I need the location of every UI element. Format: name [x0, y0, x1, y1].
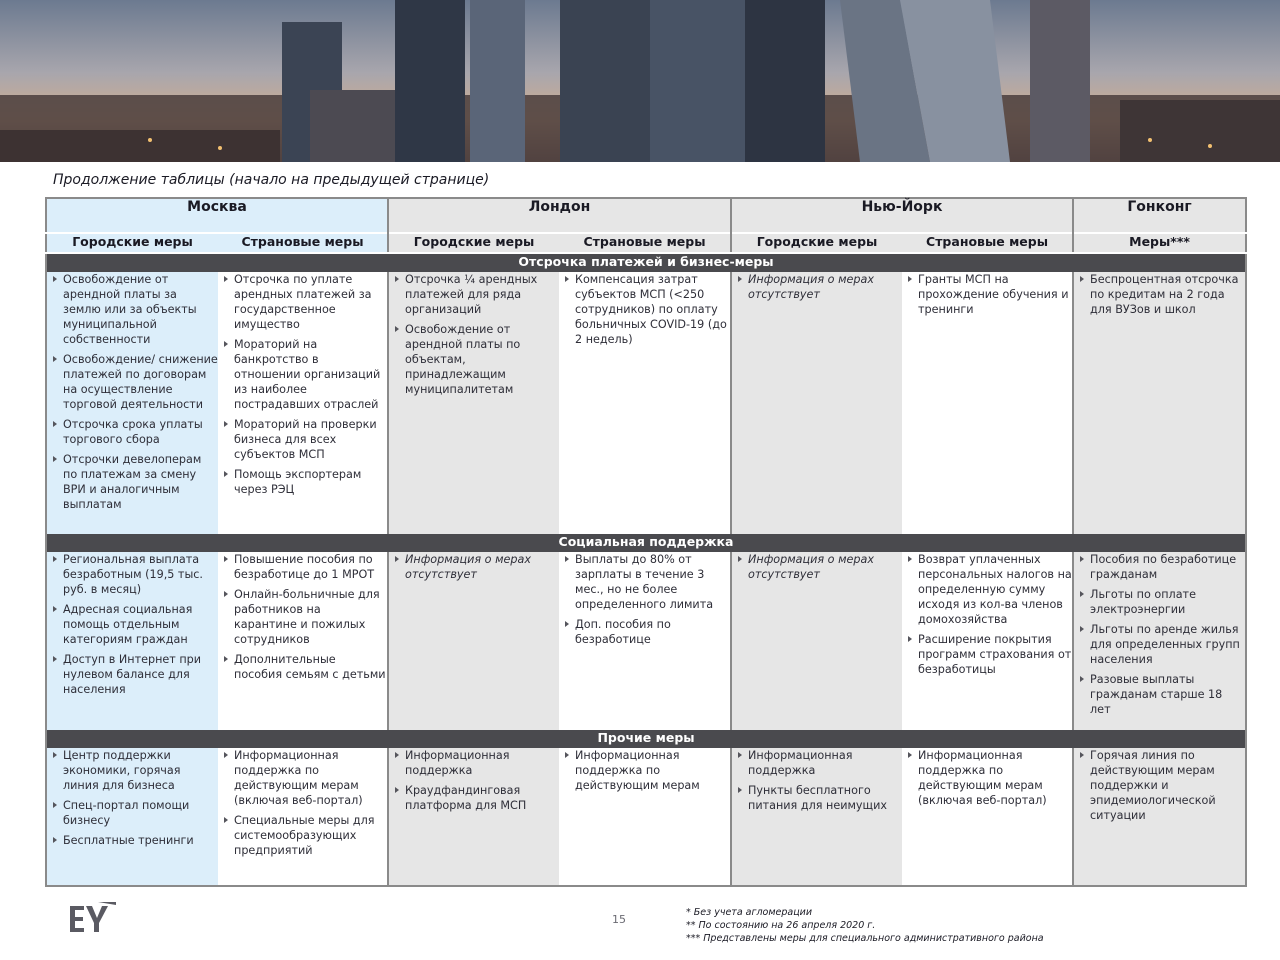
- measure-list: [389, 748, 559, 813]
- cell-london-city: [388, 748, 559, 886]
- cell-ny-city: [731, 272, 902, 534]
- measure-list: [218, 552, 387, 682]
- sub-header-row: [46, 233, 1246, 253]
- measure-list: [559, 272, 730, 347]
- measure-item: Отсрочка ¼ арендных платежей для ряда организаций: [389, 272, 559, 317]
- section-header-row: [46, 253, 1246, 272]
- measure-list: [732, 272, 902, 302]
- measure-list: [902, 748, 1072, 808]
- cell-ny-country: [902, 748, 1073, 886]
- measure-list: [1074, 272, 1245, 317]
- measure-item: Информационная поддержка: [389, 748, 559, 778]
- measure-list: [559, 552, 730, 647]
- measure-list: [559, 748, 730, 793]
- measure-item: Пособия по безработице гражданам: [1074, 552, 1245, 582]
- measure-list: [389, 552, 559, 582]
- cell-ny-city: [731, 552, 902, 730]
- city-header-new-york: Нью-Йорк: [731, 198, 1073, 233]
- measure-list: [218, 272, 387, 497]
- banner-photo: [0, 0, 1280, 162]
- measure-list: [1074, 552, 1245, 717]
- cell-moscow-city: [46, 552, 218, 730]
- measure-item: Специальные меры для системообразующих предприятий: [218, 813, 387, 858]
- section-content-row: [46, 748, 1246, 886]
- section-title: Социальная поддержка: [46, 534, 1246, 552]
- cell-ny-city: [731, 748, 902, 886]
- measure-item: Онлайн-больничные для работников на карантине и пожилых сотрудников: [218, 587, 387, 647]
- section-title: Отсрочка платежей и бизнес-меры: [46, 253, 1246, 272]
- cell-london-country: [559, 552, 731, 730]
- measure-item: Расширение покрытия программ страхования от безработицы: [902, 632, 1072, 677]
- measure-item: Освобождение от арендной платы за землю или за объекты муниципальной собственности: [47, 272, 218, 347]
- sub-header-ny-country: Страновые меры: [902, 233, 1073, 253]
- section-title: Прочие меры: [46, 730, 1246, 748]
- measure-item: Освобождение/ снижение платежей по договорам на осуществление торговой деятельности: [47, 352, 218, 412]
- table-continuation-note: Продолжение таблицы (начало на предыдущей странице): [53, 172, 490, 188]
- measure-item: Льготы по оплате электроэнергии: [1074, 587, 1245, 617]
- measure-list: [1074, 748, 1245, 823]
- city-header-moscow: Москва: [46, 198, 388, 233]
- cell-moscow-city: [46, 748, 218, 886]
- measure-item: Горячая линия по действующим мерам поддержки и эпидемиологической ситуации: [1074, 748, 1245, 823]
- measure-item: Информационная поддержка по действующим мерам: [559, 748, 730, 793]
- page-number: 15: [612, 913, 626, 926]
- measure-item: Информация о мерах отсутствует: [732, 552, 902, 582]
- measure-list: [47, 748, 218, 848]
- sections-body: [46, 253, 1246, 886]
- measure-item: Информационная поддержка по действующим мерам (включая веб-портал): [902, 748, 1072, 808]
- measure-item: Отсрочка срока уплаты торгового сбора: [47, 417, 218, 447]
- measure-item: Отсрочка по уплате арендных платежей за государственное имущество: [218, 272, 387, 332]
- measure-item: Информация о мерах отсутствует: [732, 272, 902, 302]
- measure-item: Льготы по аренде жилья для определенных групп населения: [1074, 622, 1245, 667]
- measure-list: [902, 272, 1072, 317]
- section-content-row: [46, 552, 1246, 730]
- measure-item: Разовые выплаты гражданам старше 18 лет: [1074, 672, 1245, 717]
- measure-item: Дополнительные пособия семьям с детьми: [218, 652, 387, 682]
- cell-hong-kong: [1073, 552, 1246, 730]
- measure-list: [732, 748, 902, 813]
- measure-item: Отсрочки девелоперам по платежам за смену ВРИ и аналогичным выплатам: [47, 452, 218, 512]
- measure-item: Доступ в Интернет при нулевом балансе для населения: [47, 652, 218, 697]
- sub-header-london-city: Городские меры: [388, 233, 559, 253]
- sub-header-london-country: Страновые меры: [559, 233, 731, 253]
- measure-item: Возврат уплаченных персональных налогов на определенную сумму исходя из кол-ва членов домохозяйства: [902, 552, 1072, 627]
- ey-logo-mark: [70, 902, 118, 936]
- measure-item: Беспроцентная отсрочка по кредитам на 2 года для ВУЗов и школ: [1074, 272, 1245, 317]
- measure-item: Адресная социальная помощь отдельным категориям граждан: [47, 602, 218, 647]
- measure-item: Компенсация затрат субъектов МСП (<250 сотрудников) по оплату больничных COVID-19 (до 2 недель): [559, 272, 730, 347]
- sub-header-hong-kong: Меры***: [1073, 233, 1246, 253]
- measure-item: Повышение пособия по безработице до 1 МРОТ: [218, 552, 387, 582]
- measure-item: Спец-портал помощи бизнесу: [47, 798, 218, 828]
- cell-ny-country: [902, 272, 1073, 534]
- city-header-row: [46, 198, 1246, 233]
- measure-item: Пункты бесплатного питания для неимущих: [732, 783, 902, 813]
- measure-list: [389, 272, 559, 397]
- measure-list: [218, 748, 387, 858]
- footnotes: [686, 906, 1044, 945]
- measure-item: Информационная поддержка: [732, 748, 902, 778]
- measure-item: Региональная выплата безработным (19,5 тыс. руб. в месяц): [47, 552, 218, 597]
- ey-logo: [70, 902, 118, 940]
- cell-moscow-country: [218, 272, 388, 534]
- cell-london-country: [559, 748, 731, 886]
- measure-item: Информационная поддержка по действующим мерам (включая веб-портал): [218, 748, 387, 808]
- cell-moscow-country: [218, 748, 388, 886]
- footnote-2: ** По состоянию на 26 апреля 2020 г.: [686, 920, 876, 931]
- measure-item: Бесплатные тренинги: [47, 833, 218, 848]
- section-header-row: [46, 534, 1246, 552]
- measure-item: Краудфандинговая платформа для МСП: [389, 783, 559, 813]
- cell-london-city: [388, 272, 559, 534]
- measure-item: Центр поддержки экономики, горячая линия для бизнеса: [47, 748, 218, 793]
- measure-item: Мораторий на банкротство в отношении организаций из наиболее пострадавших отраслей: [218, 337, 387, 412]
- measure-item: Помощь экспортерам через РЭЦ: [218, 467, 387, 497]
- measure-list: [902, 552, 1072, 677]
- cell-moscow-country: [218, 552, 388, 730]
- section-header-row: [46, 730, 1246, 748]
- skyline-illustration: [0, 0, 1280, 162]
- measure-item: Доп. пособия по безработице: [559, 617, 730, 647]
- measures-table: [45, 197, 1247, 887]
- city-header-hong-kong: Гонконг: [1073, 198, 1246, 233]
- cell-ny-country: [902, 552, 1073, 730]
- cell-moscow-city: [46, 272, 218, 534]
- cell-hong-kong: [1073, 272, 1246, 534]
- cell-london-city: [388, 552, 559, 730]
- measure-item: Освобождение от арендной платы по объектам, принадлежащим муниципалитетам: [389, 322, 559, 397]
- footnote-3: *** Представлены меры для специального административного района: [686, 933, 1044, 944]
- measure-item: Мораторий на проверки бизнеса для всех субъектов МСП: [218, 417, 387, 462]
- measure-list: [47, 552, 218, 697]
- measure-item: Информация о мерах отсутствует: [389, 552, 559, 582]
- measure-list: [732, 552, 902, 582]
- cell-london-country: [559, 272, 731, 534]
- cell-hong-kong: [1073, 748, 1246, 886]
- sub-header-moscow-country: Страновые меры: [218, 233, 388, 253]
- measure-list: [47, 272, 218, 512]
- sub-header-moscow-city: Городские меры: [46, 233, 218, 253]
- measure-item: Гранты МСП на прохождение обучения и тренинги: [902, 272, 1072, 317]
- sub-header-ny-city: Городские меры: [731, 233, 902, 253]
- measure-item: Выплаты до 80% от зарплаты в течение 3 мес., но не более определенного лимита: [559, 552, 730, 612]
- section-content-row: [46, 272, 1246, 534]
- footnote-1: * Без учета агломерации: [686, 907, 813, 918]
- city-header-london: Лондон: [388, 198, 731, 233]
